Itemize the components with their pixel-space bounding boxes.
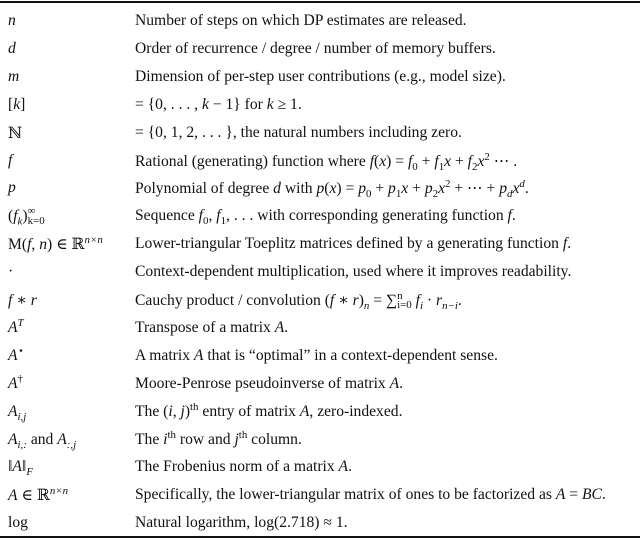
math-segment: x — [401, 180, 409, 198]
notation-description — [135, 400, 403, 421]
math-segment: d — [8, 39, 16, 57]
notation-symbol — [8, 68, 19, 86]
math-segment: T — [17, 316, 24, 329]
text-segment: · — [8, 263, 14, 281]
table-row — [0, 344, 640, 371]
text-segment: The ( — [135, 402, 169, 420]
text-segment: Polynomial of degree — [135, 180, 274, 198]
text-segment: . — [284, 318, 289, 336]
notation-description — [135, 68, 506, 86]
math-segment: 2 — [472, 160, 478, 173]
math-segment: ⋆ — [17, 344, 25, 357]
math-segment: A — [389, 374, 400, 392]
notation-description — [135, 514, 348, 532]
math-segment: BC — [581, 486, 602, 504]
text-segment: Sequence — [135, 207, 199, 225]
text-segment: + — [371, 180, 389, 198]
math-segment: f — [411, 292, 420, 309]
text-segment: ( — [8, 207, 14, 225]
text-segment: M( — [8, 236, 28, 254]
math-segment: A — [8, 487, 18, 505]
text-segment: ] — [20, 95, 26, 113]
table-row — [0, 400, 640, 427]
notation-symbol — [8, 96, 25, 114]
notation-description — [135, 458, 352, 476]
text-segment: . — [457, 292, 462, 309]
text-segment: Number of steps on which DP estimates are released. — [135, 12, 467, 29]
text-segment: − 1} for — [208, 95, 267, 113]
math-segment: p — [316, 180, 325, 198]
math-segment: x — [329, 180, 337, 198]
math-segment: th — [238, 428, 248, 441]
math-segment: n — [363, 300, 370, 313]
text-segment: Context-dependent multiplication, used where it improves readability. — [135, 263, 572, 281]
table-row — [0, 372, 640, 399]
math-segment: n×n — [49, 485, 69, 498]
notation-symbol — [8, 403, 26, 421]
math-segment: f — [434, 152, 439, 170]
notation-symbol — [8, 431, 76, 449]
math-segment: 0 — [203, 215, 209, 228]
math-segment: f — [216, 207, 221, 225]
math-segment: F — [26, 466, 33, 479]
math-segment: p — [358, 180, 366, 198]
text-segment: ) = — [336, 180, 359, 198]
math-segment: † — [17, 372, 23, 385]
math-segment: 1 — [220, 215, 227, 228]
math-segment: i — [419, 300, 423, 313]
math-segment: f — [407, 152, 413, 170]
text-segment: = {0, 1, 2, . . . }, the natural numbers including zero. — [135, 123, 462, 141]
math-segment: A — [8, 430, 18, 448]
notation-description — [135, 291, 462, 311]
math-segment: A — [8, 402, 18, 420]
table-row — [0, 68, 640, 92]
math-segment: d — [507, 188, 513, 201]
text-segment: ) — [22, 207, 28, 225]
math-segment: x — [438, 180, 445, 198]
notation-description — [135, 319, 288, 337]
notation-description — [135, 152, 517, 171]
math-segment: 2 — [432, 188, 439, 201]
text-segment: Cauchy product / convolution ( — [135, 292, 330, 309]
math-segment: f — [562, 235, 568, 253]
math-segment: 0 — [412, 160, 418, 173]
math-subsup — [28, 207, 45, 227]
text-segment: ∈ ℝ — [17, 487, 50, 505]
math-segment: f — [8, 292, 13, 309]
text-segment: The — [135, 430, 164, 448]
text-segment: ) — [358, 292, 364, 309]
text-segment: A matrix — [135, 346, 194, 364]
notation-symbol — [8, 124, 22, 143]
math-segment: f — [198, 207, 203, 225]
text-segment: Lower-triangular Toeplitz matrices defined by a generating function — [135, 235, 563, 253]
text-segment: ‖ — [21, 458, 27, 476]
math-segment: f — [329, 292, 335, 309]
math-segment: r — [436, 292, 443, 309]
notation-description — [135, 263, 571, 281]
text-segment: = {0, . . . , — [135, 95, 202, 113]
notation-description — [135, 486, 606, 504]
text-segment: Transpose of a matrix — [135, 318, 275, 336]
math-segment: A — [8, 318, 18, 336]
notation-symbol — [8, 291, 37, 310]
text-segment: = ∑ — [369, 292, 398, 309]
table-row — [0, 124, 640, 148]
math-segment: f — [8, 151, 13, 169]
math-segment: k — [17, 215, 23, 228]
math-segment: 1 — [438, 160, 445, 173]
math-segment: n — [39, 236, 47, 254]
math-segment: k — [13, 95, 21, 113]
math-segment: 2 — [444, 178, 451, 191]
text-segment: . — [601, 486, 606, 504]
table-row — [0, 514, 640, 538]
math-segment: A — [193, 346, 204, 364]
text-segment: ∗ — [12, 292, 31, 309]
math-segment: p — [8, 179, 16, 197]
math-segment: k — [266, 95, 274, 113]
math-segment: A — [274, 318, 285, 336]
top-rule — [0, 1, 640, 3]
table-row — [0, 458, 640, 482]
notation-symbol — [8, 486, 68, 505]
text-segment: . — [511, 207, 516, 225]
text-segment: . — [348, 458, 352, 476]
math-segment: j — [180, 402, 185, 420]
math-script: ∞ — [27, 205, 36, 218]
notation-symbol — [8, 40, 16, 58]
text-segment: ⋯ . — [489, 152, 518, 170]
math-segment: f — [13, 207, 18, 225]
math-script: i=0 — [397, 299, 412, 312]
text-segment: ( — [324, 180, 330, 198]
notation-description — [135, 40, 496, 58]
notation-description — [135, 12, 467, 30]
math-segment: i,: — [17, 438, 27, 451]
notation-symbol — [8, 372, 23, 393]
text-segment: ) = — [386, 152, 408, 170]
math-segment: 2 — [484, 150, 490, 163]
text-segment: . — [524, 180, 529, 198]
text-segment: , . . . with corresponding generating function — [226, 207, 508, 225]
math-segment: n−i — [442, 300, 458, 313]
math-segment: 1 — [395, 188, 402, 201]
math-segment: :,j — [66, 438, 77, 451]
math-segment: A — [338, 458, 349, 476]
math-segment: i — [168, 402, 173, 420]
text-segment: and — [26, 430, 58, 448]
text-segment: + ⋯ + — [450, 180, 500, 198]
math-segment: k — [201, 95, 209, 113]
table-row — [0, 235, 640, 259]
text-segment: ≥ 1. — [273, 95, 302, 113]
text-segment: that is “optimal” in a context-dependent sense. — [203, 346, 498, 364]
math-segment: p — [424, 180, 433, 198]
math-segment: x — [444, 152, 452, 170]
table-row — [0, 428, 640, 455]
table-row — [0, 316, 640, 343]
math-segment: r — [352, 292, 359, 309]
math-segment: f — [467, 152, 472, 170]
text-segment: . — [399, 374, 404, 392]
math-script: n — [397, 289, 403, 302]
math-segment: p — [499, 180, 508, 198]
text-segment: Order of recurrence / degree / number of memory buffers. — [135, 39, 496, 57]
bottom-rule — [0, 536, 640, 538]
math-segment: f — [27, 236, 32, 254]
table-row — [0, 207, 640, 231]
math-segment: d — [273, 180, 281, 198]
notation-description — [135, 375, 403, 393]
math-segment: x — [512, 180, 520, 198]
math-segment: A — [299, 402, 310, 420]
text-segment: Rational (generating) function where — [135, 152, 370, 170]
notation-symbol — [8, 344, 25, 365]
notation-symbol — [8, 316, 24, 337]
text-segment: ( — [374, 152, 380, 170]
notation-description — [135, 178, 529, 201]
math-script: k=0 — [27, 215, 45, 228]
text-segment: . — [567, 235, 572, 253]
math-segment: p — [388, 180, 396, 198]
table-row — [0, 40, 640, 64]
text-segment: The Frobenius norm of a matrix — [135, 458, 339, 476]
notation-symbol — [8, 207, 45, 227]
text-segment: column. — [247, 430, 302, 448]
text-segment: log — [8, 514, 28, 532]
text-segment: with — [280, 180, 317, 198]
text-segment: , — [172, 402, 181, 420]
text-segment: ) ∈ ℝ — [47, 236, 85, 254]
math-segment: j — [234, 430, 239, 448]
table-row — [0, 486, 640, 510]
math-segment: n×n — [84, 234, 103, 246]
math-segment: i,j — [17, 410, 27, 423]
text-segment: Specifically, the lower-triangular matrix of ones to be factorized as — [135, 486, 556, 504]
math-segment: A — [12, 458, 22, 476]
text-segment: , — [208, 207, 217, 225]
text-segment: Moore-Penrose pseudoinverse of matrix — [135, 374, 390, 392]
math-segment: i — [163, 430, 168, 448]
table-row — [0, 96, 640, 120]
table-row — [0, 179, 640, 203]
math-segment: n — [8, 12, 16, 29]
text-segment: · — [423, 292, 436, 309]
text-segment: row and — [175, 430, 235, 448]
notation-symbol — [8, 514, 28, 532]
math-segment: th — [167, 428, 176, 441]
math-segment: A — [8, 374, 18, 392]
notation-symbol — [8, 12, 16, 30]
math-segment: A — [555, 486, 566, 504]
math-segment: f — [369, 152, 375, 170]
math-segment: A — [8, 346, 18, 364]
text-segment: ℕ — [8, 124, 23, 142]
text-segment: Dimension of per-step user contributions (e.g., model size). — [135, 67, 506, 85]
math-segment: th — [190, 400, 199, 413]
text-segment: = — [565, 486, 582, 504]
math-segment: 0 — [366, 188, 372, 201]
text-segment: , — [31, 236, 40, 254]
text-segment: Natural logarithm, log(2.718) ≈ 1. — [135, 514, 348, 532]
math-segment: A — [57, 430, 67, 448]
notation-description — [135, 347, 498, 365]
table-row — [0, 263, 640, 287]
math-segment: f — [507, 207, 512, 225]
text-segment: , zero-indexed. — [309, 402, 403, 420]
text-segment: ‖ — [8, 458, 13, 476]
text-segment: + — [417, 152, 435, 170]
text-segment: + — [451, 152, 468, 170]
notation-symbol — [8, 263, 13, 281]
text-segment: + — [408, 180, 425, 198]
text-segment: ) — [184, 402, 191, 420]
notation-symbol — [8, 235, 103, 254]
notation-description — [135, 235, 571, 253]
notation-description — [135, 207, 516, 228]
math-subsup — [397, 289, 412, 312]
math-segment: x — [477, 152, 485, 170]
notation-description — [135, 124, 462, 142]
math-segment: d — [519, 178, 525, 191]
table-row — [0, 12, 640, 36]
notation-symbol — [8, 458, 33, 479]
table-row — [0, 291, 640, 315]
notation-symbol — [8, 179, 16, 197]
math-segment: r — [30, 292, 37, 309]
math-segment: m — [8, 67, 20, 85]
text-segment: ∗ — [334, 292, 353, 309]
notation-description — [135, 96, 302, 114]
table-row — [0, 152, 640, 176]
notation-symbol — [8, 152, 12, 170]
text-segment: entry of matrix — [198, 402, 300, 420]
text-segment: [ — [8, 95, 14, 113]
notation-description — [135, 428, 302, 449]
math-segment: x — [379, 152, 387, 170]
